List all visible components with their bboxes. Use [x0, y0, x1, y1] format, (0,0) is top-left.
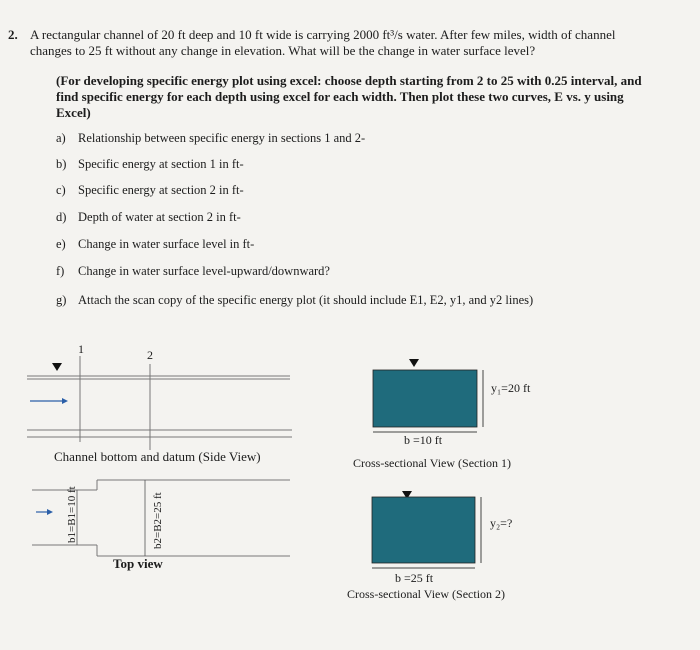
section-1-width-label: b =10 ft — [404, 433, 443, 447]
section-2-width-label: b =25 ft — [395, 571, 434, 585]
section-2-label: 2 — [147, 348, 153, 362]
subquestion-label: b) — [56, 157, 67, 171]
question-number: 2. — [8, 27, 18, 42]
instructions-line-3: Excel) — [56, 105, 91, 120]
question-line-1: A rectangular channel of 20 ft deep and 10 ft wide is carrying 2000 ft³/s water. After few miles, width of channel — [30, 27, 616, 42]
section-1-caption: Cross-sectional View (Section 1) — [353, 456, 512, 470]
subquestion-text: Specific energy at section 2 in ft- — [78, 183, 244, 197]
subquestion-label: a) — [56, 131, 66, 145]
subquestion-text: Change in water surface level in ft- — [78, 237, 255, 251]
section-2-depth-label: y₂=? — [490, 516, 513, 530]
water-surface-marker-icon — [52, 363, 62, 371]
section-1-water-area — [373, 370, 477, 427]
subquestion-label: d) — [56, 210, 67, 224]
subquestion-label: c) — [56, 183, 66, 197]
question-line-2: changes to 25 ft without any change in elevation. What will be the change in water surface level? — [30, 43, 536, 58]
subquestion-text: Change in water surface level-upward/downward? — [78, 264, 330, 278]
instructions-line-2: find specific energy for each depth using excel for each width. Then plot these two curves, E vs. y using — [56, 89, 624, 104]
side-view-diagram — [27, 356, 292, 450]
section-2-caption: Cross-sectional View (Section 2) — [347, 587, 506, 601]
section-2-cross-section — [372, 491, 481, 568]
b1-width-label: b1=B1=10 ft — [66, 486, 78, 543]
subquestion-text: Attach the scan copy of the specific energy plot (it should include E1, E2, y1, and y2 lines) — [78, 293, 534, 307]
subquestion-label: e) — [56, 237, 66, 251]
side-view-caption: Channel bottom and datum (Side View) — [54, 449, 261, 464]
instructions-line-1: (For developing specific energy plot using excel: choose depth starting from 2 to 25 with 0.25 interval, and — [56, 73, 642, 88]
subquestion-label: f) — [56, 264, 65, 278]
subquestion-text: Depth of water at section 2 in ft- — [78, 210, 241, 224]
section-1-depth-label: y₁=20 ft — [491, 381, 531, 395]
top-view-caption: Top view — [113, 556, 163, 571]
section-1-surface-marker-icon — [409, 359, 419, 367]
b2-width-label: b2=B2=25 ft — [152, 492, 164, 549]
section-1-label: 1 — [78, 342, 84, 356]
section-1-cross-section — [373, 359, 483, 432]
subquestion-label: g) — [56, 293, 67, 307]
subquestion-text: Relationship between specific energy in sections 1 and 2- — [78, 131, 366, 145]
section-2-water-area — [372, 497, 475, 563]
subquestion-text: Specific energy at section 1 in ft- — [78, 157, 244, 171]
